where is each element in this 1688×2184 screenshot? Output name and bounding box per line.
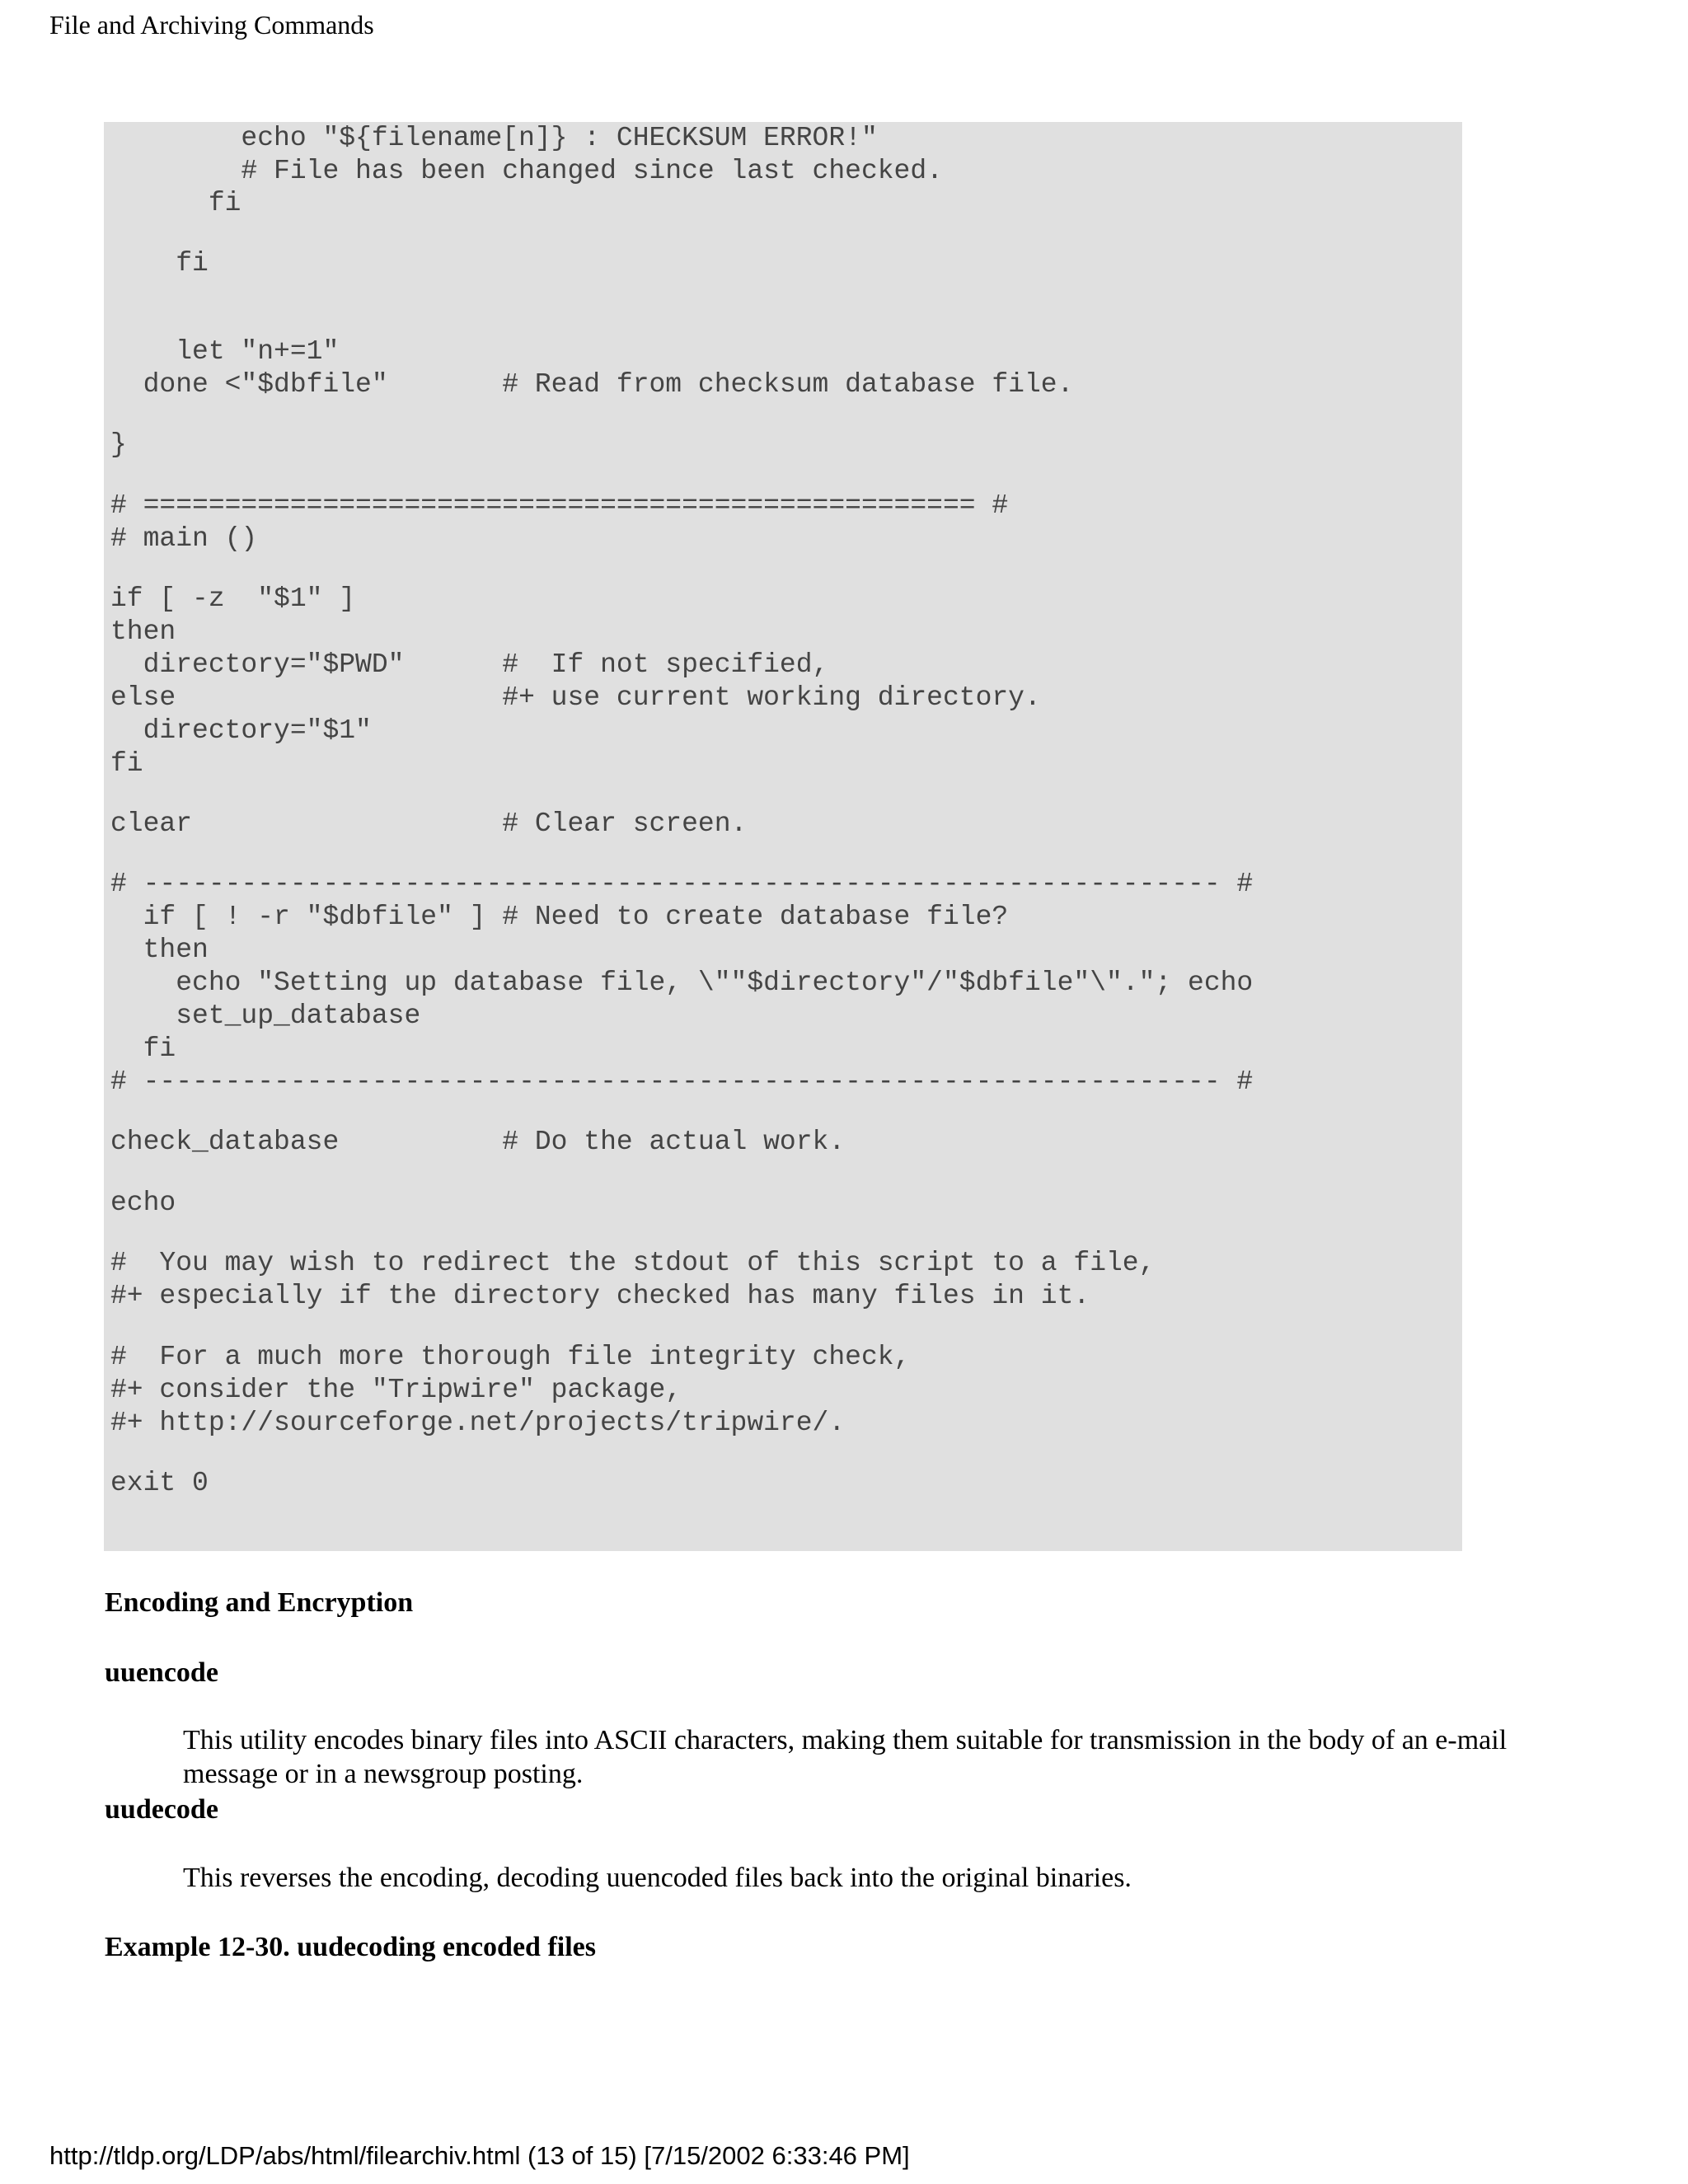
code-line: echo "${filename[n]} : CHECKSUM ERROR!" (110, 123, 878, 153)
code-line: fi (110, 248, 209, 279)
code-line: if [ -z "$1" ] (110, 583, 356, 614)
example-heading: Example 12-30. uudecoding encoded files (105, 1932, 596, 1962)
code-line: #+ consider the "Tripwire" package, (110, 1375, 682, 1405)
code-line: #+ http://sourceforge.net/projects/tripwire/. (110, 1408, 846, 1438)
code-line: done <"$dbfile" # Read from checksum database file. (110, 369, 1074, 400)
code-line: fi (110, 1033, 176, 1064)
code-line: # For a much more thorough file integrity check, (110, 1342, 911, 1372)
code-listing (110, 122, 1254, 1498)
code-line: let "n+=1" (110, 336, 340, 367)
code-line: # You may wish to redirect the stdout of this script to a file, (110, 1248, 1156, 1278)
code-line: directory="$1" (110, 715, 372, 746)
code-line: echo "Setting up database file, \""$directory"/"$dbfile"\"."; echo (110, 968, 1254, 998)
code-line: # main () (110, 523, 258, 554)
code-line: clear # Clear screen. (110, 808, 748, 839)
definition-uuencode: This utility encodes binary files into ASCII characters, making them suitable for transmission in the body of an e-mail message or in a newsgroup posting. (183, 1725, 1507, 1789)
code-block (104, 122, 1462, 1551)
term-uudecode: uudecode (105, 1794, 218, 1825)
code-line: exit 0 (110, 1468, 209, 1498)
code-line: else #+ use current working directory. (110, 682, 1041, 713)
code-line: then (110, 935, 209, 965)
code-line: #+ especially if the directory checked has many files in it. (110, 1281, 1090, 1311)
code-line: # File has been changed since last checked. (110, 156, 943, 186)
code-line: if [ ! -r "$dbfile" ] # Need to create database file? (110, 902, 1009, 932)
code-line: echo (110, 1188, 176, 1218)
page-header: File and Archiving Commands (49, 10, 374, 40)
code-line: } (110, 429, 127, 460)
code-line: directory="$PWD" # If not specified, (110, 649, 829, 680)
code-line: set_up_database (110, 1001, 421, 1031)
code-line: fi (110, 188, 241, 218)
code-line: fi (110, 748, 143, 779)
term-uuencode: uuencode (105, 1657, 218, 1688)
code-line: # ------------------------------------------------------------------ # (110, 869, 1254, 899)
page-footer-url: http://tldp.org/LDP/abs/html/filearchiv.html (13 of 15) [7/15/2002 6:33:46 PM] (49, 2141, 910, 2170)
code-line: then (110, 616, 176, 647)
code-line: check_database # Do the actual work. (110, 1127, 846, 1157)
section-heading: Encoding and Encryption (105, 1587, 414, 1618)
code-line: # ------------------------------------------------------------------ # (110, 1066, 1254, 1097)
definition-uudecode: This reverses the encoding, decoding uuencoded files back into the original binaries. (183, 1863, 1132, 1893)
code-line: # =================================================== # (110, 490, 1009, 521)
